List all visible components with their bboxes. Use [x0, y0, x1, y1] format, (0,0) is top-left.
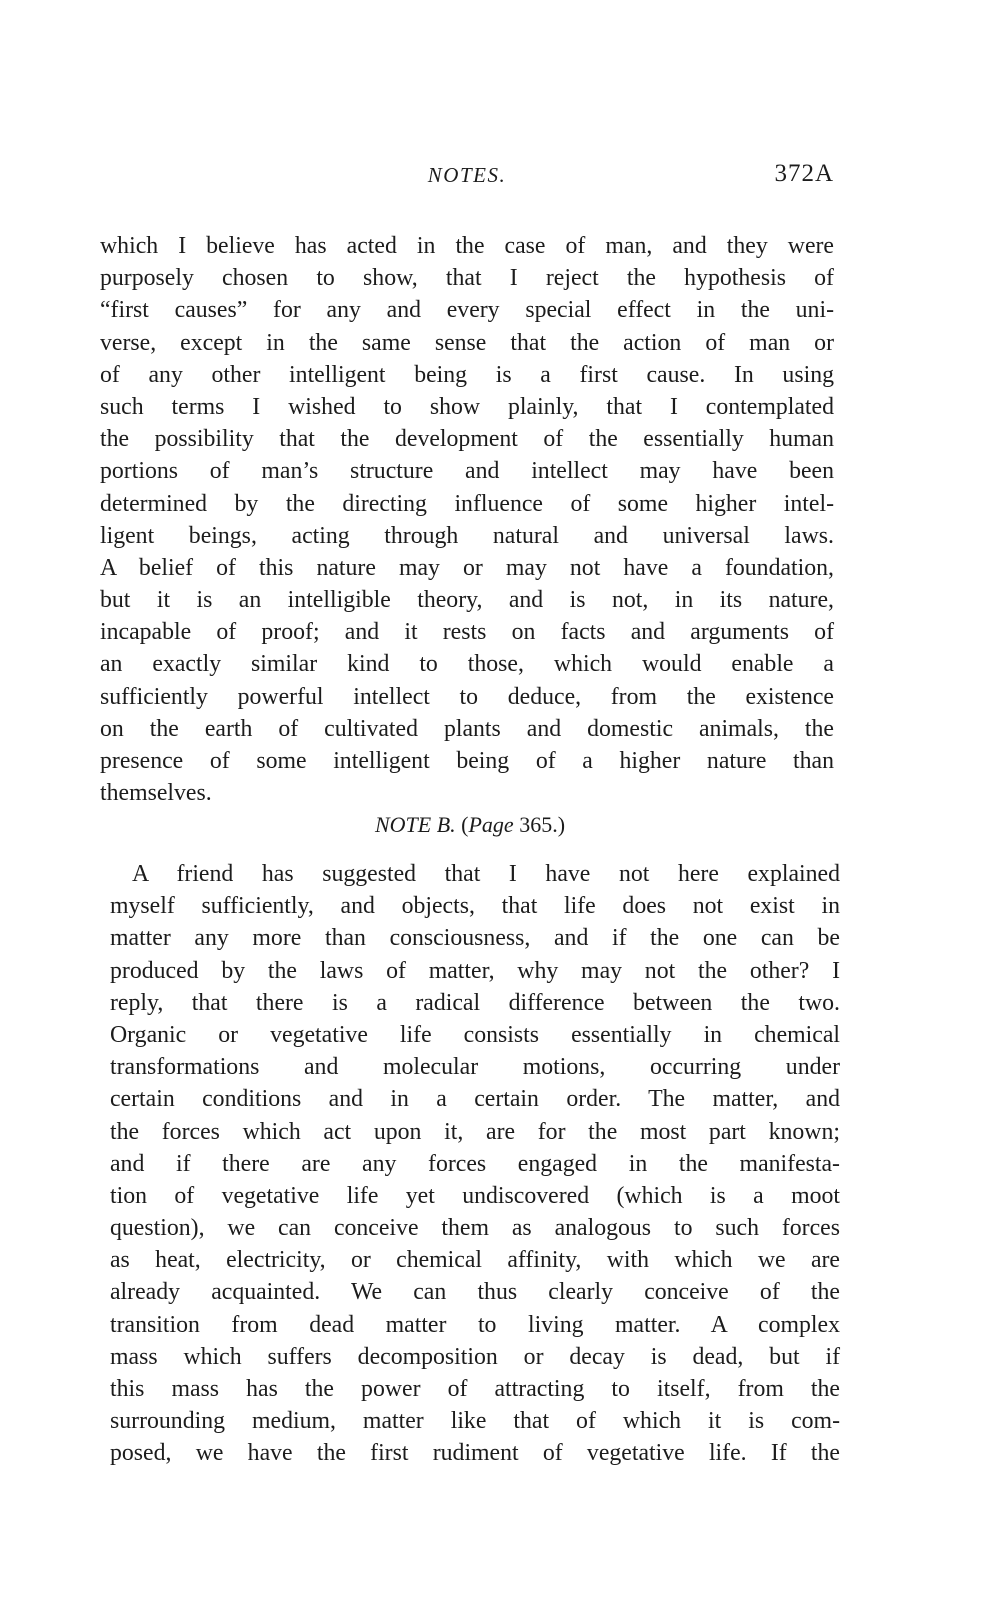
- running-title: NOTES.: [427, 163, 507, 187]
- text-line: Organic or vegetative life consists essentially in chemical: [110, 1021, 840, 1048]
- text-line: of any other intelligent being is a first cause. In using: [100, 361, 834, 388]
- continued-paragraph: [100, 230, 834, 809]
- text-line: surrounding medium, matter like that of which it is com-: [110, 1408, 840, 1435]
- note-page-word: Page: [468, 812, 514, 837]
- note-label: NOTE B.: [374, 812, 456, 837]
- text-line: which I believe has acted in the case of man, and they were: [100, 233, 834, 259]
- text-line: the forces which act upon it, are for the most part known;: [110, 1118, 840, 1145]
- text-line: transformations and molecular motions, occurring under: [110, 1054, 840, 1081]
- text-line: “first causes” for any and every special effect in the uni-: [100, 297, 834, 324]
- text-line: A belief of this nature may or may not have a foundation,: [100, 554, 834, 581]
- text-line: already acquainted. We can thus clearly conceive of the: [110, 1279, 840, 1306]
- text-line: verse, except in the same sense that the action of man or: [100, 329, 834, 356]
- text-line: portions of man’s structure and intellect may have been: [100, 458, 834, 485]
- text-line: transition from dead matter to living matter. A complex: [110, 1311, 840, 1338]
- text-line: sufficiently powerful intellect to deduce, from the existence: [100, 683, 834, 710]
- text-line: incapable of proof; and it rests on facts and arguments of: [100, 619, 834, 646]
- text-line: themselves.: [100, 780, 212, 807]
- text-line: purposely chosen to show, that I reject the hypothesis of: [100, 265, 834, 292]
- text-line: such terms I wished to show plainly, that I contemplated: [100, 393, 834, 420]
- text-line: presence of some intelligent being of a higher nature than: [100, 748, 834, 774]
- running-head: [100, 160, 834, 195]
- note-ref-open: (: [461, 812, 469, 837]
- text-line: an exactly similar kind to those, which would enable a: [100, 651, 834, 678]
- note-b-heading: [100, 812, 840, 838]
- text-line: question), we can conceive them as analogous to such forces: [110, 1215, 840, 1242]
- text-line: determined by the directing influence of some higher intel-: [100, 490, 834, 517]
- page-number: 372A: [774, 160, 834, 187]
- note-b-paragraph: [110, 858, 840, 1470]
- text-line: ligent beings, acting through natural and universal laws.: [100, 522, 834, 549]
- text-line: A friend has suggested that I have not here explained: [132, 861, 840, 887]
- text-line: on the earth of cultivated plants and domestic animals, the: [100, 715, 834, 742]
- text-line: myself sufficiently, and objects, that life does not exist in: [110, 893, 840, 920]
- text-line: the possibility that the development of the essentially human: [100, 426, 834, 453]
- text-line: and if there are any forces engaged in the manifesta-: [110, 1150, 840, 1177]
- text-line: mass which suffers decomposition or decay is dead, but if: [110, 1343, 840, 1370]
- text-line: tion of vegetative life yet undiscovered (which is a moot: [110, 1182, 840, 1209]
- text-line: produced by the laws of matter, why may not the other? I: [110, 957, 840, 984]
- text-line: certain conditions and in a certain order. The matter, and: [110, 1086, 840, 1113]
- text-line: matter any more than consciousness, and if the one can be: [110, 925, 840, 952]
- text-line: but it is an intelligible theory, and is not, in its nature,: [100, 587, 834, 614]
- text-line: this mass has the power of attracting to itself, from the: [110, 1376, 840, 1402]
- text-line: posed, we have the first rudiment of vegetative life. If the: [110, 1440, 840, 1467]
- text-line: reply, that there is a radical difference between the two.: [110, 989, 840, 1016]
- text-line: as heat, electricity, or chemical affinity, with which we are: [110, 1247, 840, 1274]
- note-page-number: 365.): [513, 812, 566, 837]
